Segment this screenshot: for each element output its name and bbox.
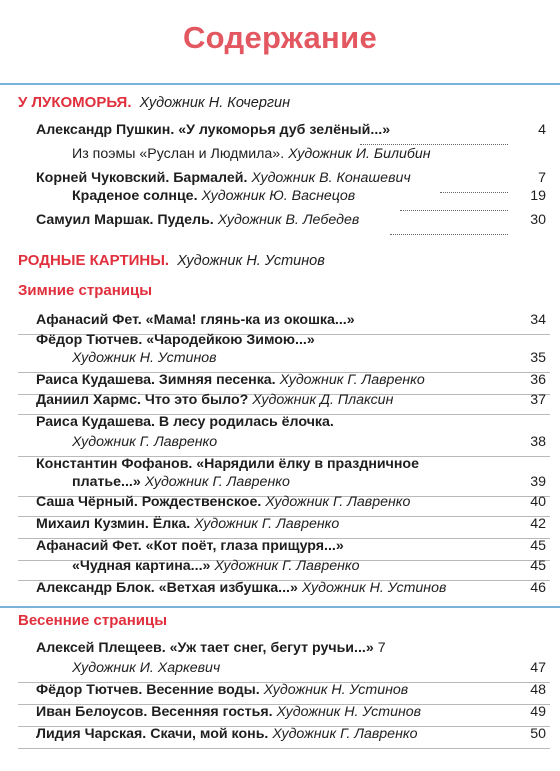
toc-entry[interactable] xyxy=(0,516,560,536)
entry-illustrator: Художник В. Конашевич xyxy=(251,170,411,186)
page-number: 46 xyxy=(530,580,546,596)
page-number: 39 xyxy=(530,474,546,490)
page-number: 36 xyxy=(530,372,546,388)
entry-title: Константин Фофанов. «Нарядили ёлку в праздничное xyxy=(36,456,419,472)
toc-entry[interactable] xyxy=(0,474,560,494)
entry-title: Фёдор Тютчев. Весенние воды. xyxy=(36,682,260,698)
subsection-title: Весенние страницы xyxy=(18,612,168,629)
toc-entry[interactable] xyxy=(0,456,560,476)
entry-title: Раиса Кудашева. Зимняя песенка. xyxy=(36,372,276,388)
entry-illustrator: Художник Г. Лавренко xyxy=(144,474,290,490)
page-number: 34 xyxy=(530,312,546,328)
toc-entry[interactable] xyxy=(0,122,560,142)
page-number: 30 xyxy=(530,212,546,228)
entry-illustrator: Художник Г. Лавренко xyxy=(214,558,360,574)
entry-illustrator: Художник И. Билибин xyxy=(288,146,431,162)
dot-leader xyxy=(390,234,508,235)
toc-entry[interactable] xyxy=(0,704,560,724)
page-number: 48 xyxy=(530,682,546,698)
page-number: 40 xyxy=(530,494,546,510)
toc-entry[interactable] xyxy=(0,392,560,412)
toc-entry[interactable] xyxy=(0,726,560,746)
entry-illustrator: Художник Г. Лавренко xyxy=(279,372,425,388)
page-number: 38 xyxy=(530,434,546,450)
page-number: 35 xyxy=(530,350,546,366)
toc-entry[interactable] xyxy=(0,434,560,454)
dot-leader xyxy=(360,144,508,145)
entry-title: Фёдор Тютчев. «Чародейкою Зимою...» xyxy=(36,332,315,348)
entry-divider xyxy=(18,748,550,749)
entry-illustrator: Художник Н. Устинов xyxy=(72,350,217,366)
entry-illustrator: Художник И. Харкевич xyxy=(72,660,221,676)
toc-entry[interactable] xyxy=(0,414,560,434)
toc-entry[interactable] xyxy=(0,350,560,370)
page-number: 50 xyxy=(530,726,546,742)
toc-entry[interactable] xyxy=(0,682,560,702)
toc-entry[interactable] xyxy=(0,558,560,578)
page-number: 47 xyxy=(530,660,546,676)
entry-illustrator: Художник Н. Устинов xyxy=(301,580,447,596)
page-number: 7 xyxy=(538,170,546,186)
toc-entry[interactable] xyxy=(0,146,560,166)
entry-illustrator: Художник Г. Лавренко xyxy=(194,516,340,532)
toc-entry[interactable] xyxy=(0,312,560,332)
page-number: 37 xyxy=(530,392,546,408)
entry-title: Михаил Кузмин. Ёлка. xyxy=(36,516,191,532)
entry-illustrator: Художник Г. Лавренко xyxy=(72,434,218,450)
entry-title: Александр Пушкин. «У лукоморья дуб зелёный...» xyxy=(36,122,391,138)
toc-entry[interactable] xyxy=(0,212,560,232)
entry-title: Алексей Плещеев. «Уж тает снег, бегут ручьи...» xyxy=(36,640,374,656)
entry-title: Александр Блок. «Ветхая избушка...» xyxy=(36,580,298,596)
entry-illustrator: Художник Д. Плаксин xyxy=(252,392,394,408)
page-number: 45 xyxy=(530,558,546,574)
entry-title: Афанасий Фет. «Мама! глянь-ка из окошка...» xyxy=(36,312,355,328)
page-number: 49 xyxy=(530,704,546,720)
entry-illustrator: Художник Н. Устинов xyxy=(263,682,409,698)
entry-title: Краденое солнце. xyxy=(72,188,198,204)
toc-entry[interactable] xyxy=(0,640,560,660)
entry-illustrator: Художник Г. Лавренко xyxy=(272,726,418,742)
entry-title: платье...» xyxy=(72,474,141,490)
page-number: 42 xyxy=(530,516,546,532)
toc-entry[interactable] xyxy=(0,170,560,190)
section-header xyxy=(18,94,290,111)
entry-title: «Чудная картина...» xyxy=(72,558,211,574)
entry-title: Корней Чуковский. Бармалей. xyxy=(36,170,248,186)
toc-entry[interactable] xyxy=(0,188,560,208)
subsection-title: Зимние страницы xyxy=(18,282,153,299)
entry-illustrator: Художник В. Лебедев xyxy=(217,212,360,228)
entry-title: Иван Белоусов. Весенняя гостья. xyxy=(36,704,273,720)
entry-title: Саша Чёрный. Рождественское. xyxy=(36,494,262,510)
toc-entry[interactable] xyxy=(0,332,560,352)
page-number: 4 xyxy=(538,122,546,138)
entry-title: Лидия Чарская. Скачи, мой конь. xyxy=(36,726,269,742)
section-divider xyxy=(0,606,560,608)
entry-extra: 7 xyxy=(377,640,386,656)
entry-illustrator: Художник Н. Устинов xyxy=(276,704,422,720)
entry-illustrator: Художник Г. Лавренко xyxy=(265,494,411,510)
section-header xyxy=(18,252,325,269)
page-number: 45 xyxy=(530,538,546,554)
page-number: 19 xyxy=(530,188,546,204)
toc-entry[interactable] xyxy=(0,372,560,392)
toc-entry[interactable] xyxy=(0,660,560,680)
entry-illustrator: Художник Ю. Васнецов xyxy=(201,188,356,204)
section-title: РОДНЫЕ КАРТИНЫ. xyxy=(18,252,170,269)
toc-entry[interactable] xyxy=(0,538,560,558)
entry-title: Раиса Кудашева. В лесу родилась ёлочка. xyxy=(36,414,334,430)
entry-title: Из поэмы «Руслан и Людмила». xyxy=(72,146,285,162)
entry-title: Даниил Хармс. Что это было? xyxy=(36,392,249,408)
toc-entry[interactable] xyxy=(0,580,560,600)
entry-title: Самуил Маршак. Пудель. xyxy=(36,212,214,228)
top-divider xyxy=(0,83,560,85)
section-title: У ЛУКОМОРЬЯ. xyxy=(18,94,132,111)
toc-entry[interactable] xyxy=(0,494,560,514)
section-illustrator: Художник Н. Устинов xyxy=(177,253,325,269)
section-illustrator: Художник Н. Кочергин xyxy=(139,95,291,111)
dot-leader xyxy=(400,210,508,211)
page-title: Содержание xyxy=(183,20,377,55)
entry-title: Афанасий Фет. «Кот поёт, глаза прищуря...» xyxy=(36,538,344,554)
